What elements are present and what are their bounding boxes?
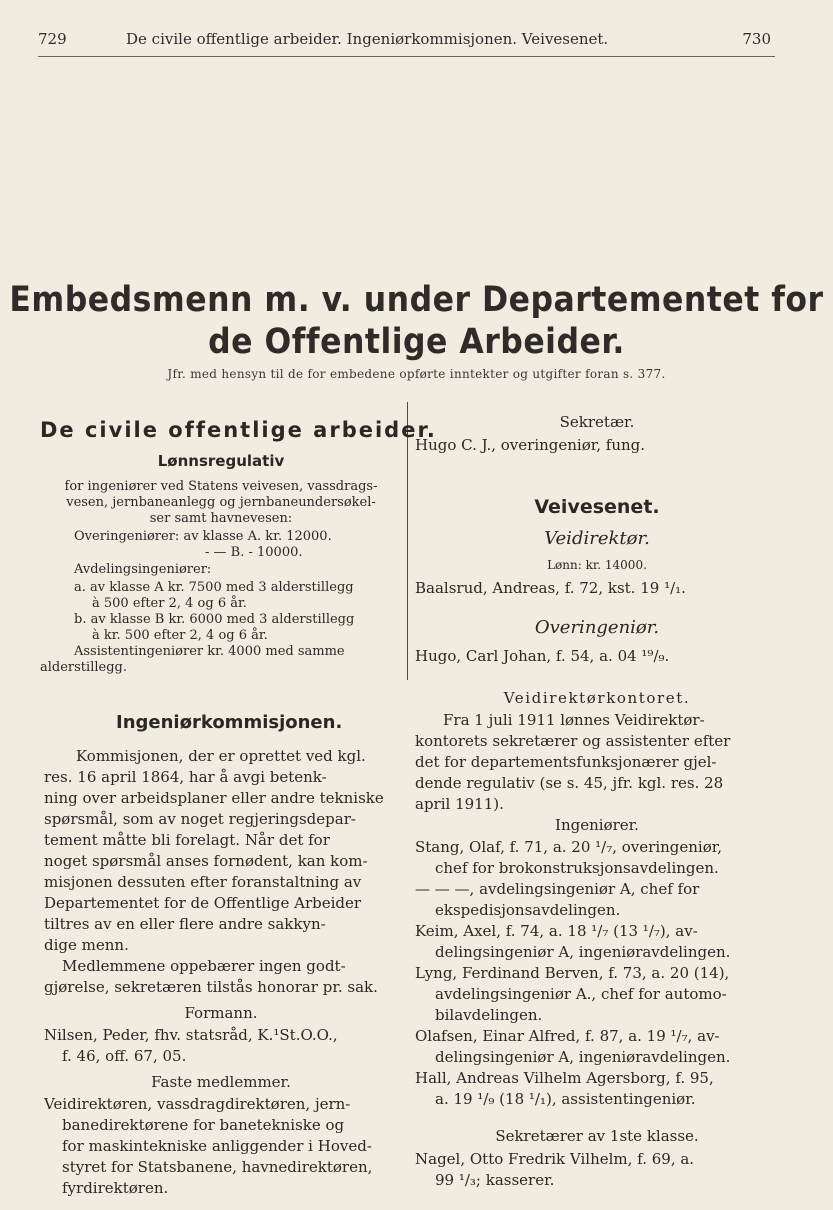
veidirektorkontoret-label: Veidirektørkontoret. [503, 689, 691, 707]
ingenior-line: Keim, Axel, f. 74, a. 18 ¹/₇ (13 ¹/₇), av- [415, 922, 698, 940]
running-title: De civile offentlige arbeider. Ingeniørkommisjonen. Veivesenet. [126, 30, 609, 48]
sekretaerer-line: Nagel, Otto Fredrik Vilhelm, f. 69, a. [415, 1150, 695, 1168]
ingenior-line: Olafsen, Einar Alfred, f. 87, a. 19 ¹/₇, av- [415, 1027, 720, 1045]
ingenior-line: a. 19 ¹/₉ (18 ¹/₁), assistentingeniør. [435, 1090, 696, 1108]
paragraph-line: misjonen dessuten efter foranstaltning av [44, 873, 362, 891]
paragraph-line: spørsmål, som av noget regjeringsdepar- [44, 810, 356, 828]
avdelingsingeniorer-label: Avdelingsingeniører: [74, 562, 212, 577]
veidirektor-entry: Baalsrud, Andreas, f. 72, kst. 19 ¹/₁. [415, 579, 686, 597]
avd-class-b-line: à kr. 500 efter 2, 4 og 6 år. [92, 628, 268, 643]
faste-line: banedirektørene for banetekniske og [62, 1116, 345, 1134]
paragraph-line: Departementet for de Offentlige Arbeider [44, 894, 362, 912]
faste-line: for maskintekniske anliggender i Hoved- [62, 1137, 372, 1155]
formann-entry: f. 46, off. 67, 05. [62, 1047, 187, 1065]
overingenior-entry: Hugo, Carl Johan, f. 54, a. 04 ¹⁹/₉. [415, 647, 670, 665]
sekretaerer-label: Sekretærer av 1ste klasse. [495, 1127, 699, 1145]
subheading-lonnsregulativ: Lønnsregulativ [157, 452, 285, 470]
overingenior-class-b: - — B. - 10000. [205, 545, 303, 560]
sekretaer-entry: Hugo C. J., overingeniør, fung. [415, 436, 646, 454]
sekretaerer-line: 99 ¹/₃; kasserer. [435, 1171, 555, 1189]
faste-line: Veidirektøren, vassdragdirektøren, jern- [44, 1095, 351, 1113]
header-rule [38, 56, 775, 57]
intro-line: vesen, jernbaneanlegg og jernbaneundersøkel- [66, 495, 376, 510]
paragraph-line: Medlemmene oppebærer ingen godt- [62, 957, 346, 975]
paragraph-line: tement måtte bli forelagt. Når det for [44, 831, 330, 849]
paragraph-line: gjørelse, sekretæren tilstås honorar pr. sak. [44, 978, 378, 996]
overingenior-class-a: Overingeniører: av klasse A. kr. 12000. [74, 529, 332, 544]
kontoret-para-line: dende regulativ (se s. 45, jfr. kgl. res. 28 [415, 774, 724, 792]
formann-entry: Nilsen, Peder, fhv. statsråd, K.¹St.O.O., [44, 1026, 338, 1044]
avd-class-a-line: a. av klasse A kr. 7500 med 3 alderstillegg [74, 580, 354, 595]
section-heading-veivesenet: Veivesenet. [534, 496, 660, 518]
assistentingeniorer-line: Assistentingeniører kr. 4000 med samme [74, 644, 345, 659]
ingenior-line: chef for brokonstruksjonsavdelingen. [435, 859, 719, 877]
ingenior-line: delingsingeniør A, ingeniøravdelingen. [435, 943, 731, 961]
veidirektor-label: Veidirektør. [544, 528, 650, 549]
ingenior-line: bilavdelingen. [435, 1006, 543, 1024]
kontoret-para-line: kontorets sekretærer og assistenter efter [415, 732, 731, 750]
paragraph-line: tiltres av en eller flere andre sakkyn- [44, 915, 326, 933]
title-note: Jfr. med hensyn til de for embedene opførte inntekter og utgifter foran s. 377. [167, 367, 666, 381]
faste-medlemmer-label: Faste medlemmer. [151, 1073, 291, 1091]
paragraph-line: dige menn. [44, 936, 129, 954]
main-title-line-2: de Offentlige Arbeider. [208, 322, 625, 362]
paragraph-line: noget spørsmål anses fornødent, kan kom- [44, 852, 368, 870]
assistentingeniorer-line: alderstillegg. [40, 660, 127, 675]
paragraph-line: ning over arbeidsplaner eller andre tekniske [44, 789, 384, 807]
ingenior-line: — — —, avdelingsingeniør A, chef for [415, 880, 700, 898]
kontoret-para-line: april 1911). [415, 795, 504, 813]
ingenior-line: Stang, Olaf, f. 71, a. 20 ¹/₇, overingeniør, [415, 838, 723, 856]
overingenior-label: Overingeniør. [534, 617, 660, 638]
kontoret-para-line: Fra 1 juli 1911 lønnes Veidirektør- [443, 711, 705, 729]
formann-label: Formann. [184, 1004, 258, 1022]
kontoret-para-line: det for departementsfunksjonærer gjel- [415, 753, 717, 771]
sekretaer-label: Sekretær. [559, 413, 635, 431]
paragraph-line: res. 16 april 1864, har å avgi betenk- [44, 768, 327, 786]
ingenior-line: ekspedisjonsavdelingen. [435, 901, 621, 919]
page-number-right: 730 [742, 30, 771, 48]
section-heading-civile: De civile offentlige arbeider. [40, 418, 437, 442]
faste-line: fyrdirektøren. [62, 1179, 169, 1197]
faste-line: styret for Statsbanene, havnedirektøren, [62, 1158, 373, 1176]
avd-class-b-line: b. av klasse B kr. 6000 med 3 alderstillegg [74, 612, 355, 627]
section-heading-ingeniorkommisjonen: Ingeniørkommisjonen. [116, 712, 343, 733]
veidirektor-lonn: Lønn: kr. 14000. [547, 558, 647, 572]
ingenior-line: Hall, Andreas Vilhelm Agersborg, f. 95, [415, 1069, 714, 1087]
ingeniorer-label: Ingeniører. [555, 816, 639, 834]
ingenior-line: avdelingsingeniør A., chef for automo- [435, 985, 727, 1003]
paragraph-line: Kommisjonen, der er oprettet ved kgl. [76, 747, 366, 765]
column-divider [407, 402, 408, 680]
intro-line: for ingeniører ved Statens veivesen, vassdrags- [64, 479, 378, 494]
ingenior-line: Lyng, Ferdinand Berven, f. 73, a. 20 (14), [415, 964, 730, 982]
intro-line: ser samt havnevesen: [149, 511, 293, 526]
running-header [38, 30, 771, 56]
avd-class-a-line: à 500 efter 2, 4 og 6 år. [92, 596, 247, 611]
ingenior-line: delingsingeniør A, ingeniøravdelingen. [435, 1048, 731, 1066]
page-number-left: 729 [38, 30, 67, 48]
main-title-line-1: Embedsmenn m. v. under Departementet for [9, 280, 824, 320]
